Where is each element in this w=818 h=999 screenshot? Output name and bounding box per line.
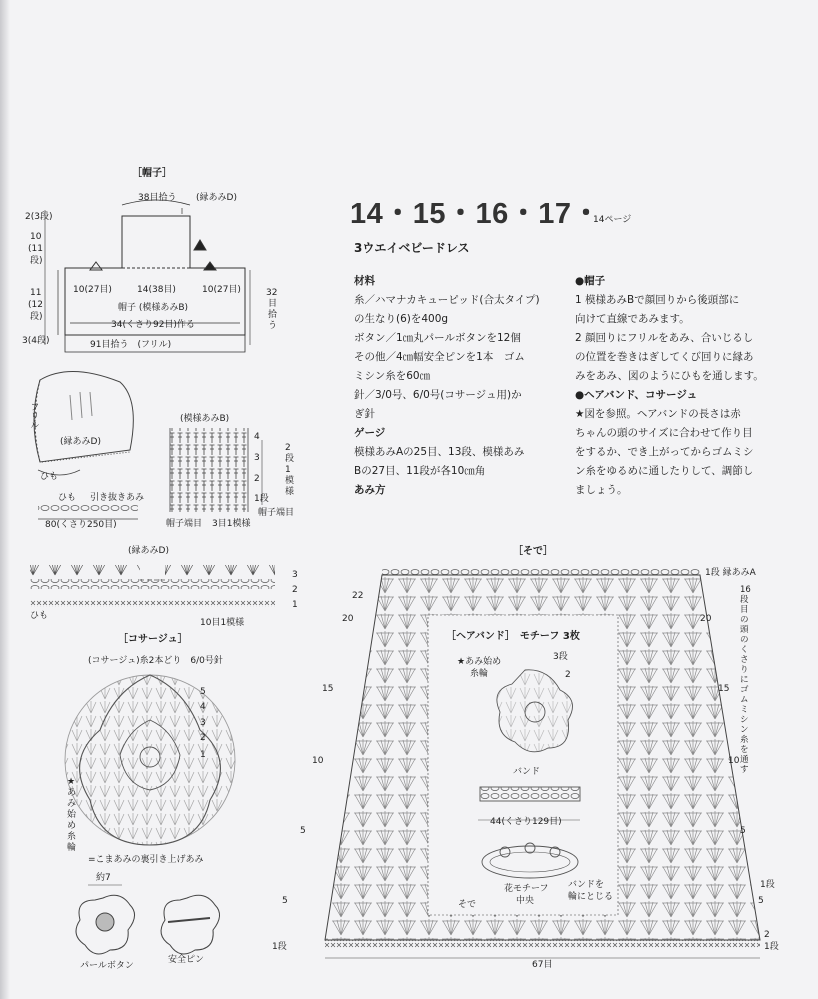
corsage-row: 3: [200, 718, 206, 728]
hairband-join: 輪にとじる: [568, 892, 614, 902]
pattern-b-end-left: 帽子端目: [166, 519, 203, 529]
pattern-b-repeat: 2: [285, 443, 291, 453]
pattern-subtitle: 3ウエイベビードレス: [354, 241, 470, 255]
pattern-b-repeat: 1: [285, 465, 291, 475]
sleeve-inner-label: そで: [458, 900, 477, 910]
edging-d-row: 1: [292, 600, 298, 610]
corsage-row: 1: [200, 750, 206, 760]
band-line: ン糸をゆるめに通したりして、調節し: [575, 465, 754, 477]
pattern-b-row: 4: [254, 432, 260, 442]
pattern-b-end-right: 帽子端目: [258, 508, 295, 518]
band-line: をするか、でき上がってからゴムミシ: [575, 446, 754, 458]
cord-string-label: ひも: [58, 493, 77, 503]
sleeve-side-note: 16段目の頭のくさりにゴムミシン糸を通す: [740, 585, 751, 775]
sleeve-chart: [325, 568, 760, 958]
sleeve-right-row: 1段: [764, 942, 779, 952]
gauge-line: 模様あみAの25目、13段、模様あみ: [354, 446, 525, 458]
pattern-b-repeat: 段: [285, 454, 295, 464]
sleeve-right-row: 2: [764, 930, 770, 940]
edging-d-repeat: 10目1模様: [200, 618, 245, 628]
sleeve-heading: ［そで］: [513, 546, 553, 557]
pattern-b-row: 2: [254, 474, 260, 484]
hat-center-left: 10(27目): [73, 285, 112, 295]
pattern-b-repeat: 模: [285, 476, 295, 486]
edging-d-chart: [30, 565, 275, 607]
gauge-line: Bの27目、11段が各10㎝角: [354, 465, 486, 477]
hairband-start: 糸輪: [470, 669, 489, 679]
corsage-start: 輪: [67, 843, 77, 853]
hat-top-label: 38目拾う: [138, 193, 177, 203]
hairband-start: ★あみ始め: [457, 657, 502, 667]
pattern-b-repeat-stitches: 3目1模様: [212, 519, 251, 529]
sleeve-edge-label: 1段 縁あみA: [705, 568, 756, 578]
corsage-row: 5: [200, 687, 206, 697]
corsage-legend: =こまあみの裏引き上げあみ: [88, 855, 204, 865]
sleeve-left-row: 1段: [272, 942, 287, 952]
hat-dim: 11: [30, 288, 42, 298]
hat-right-label: 32: [266, 288, 278, 298]
materials-line: ぎ針: [354, 408, 375, 420]
corsage-pin-label: 安全ピン: [168, 955, 205, 965]
corsage-start: め: [67, 821, 77, 831]
corsage-flower: [65, 675, 235, 845]
hat-heading: ［帽子］: [132, 168, 172, 179]
corsage-start: あ: [67, 788, 77, 798]
materials-heading: 材料: [354, 275, 375, 287]
sleeve-left-row: 5: [282, 896, 288, 906]
hairband-center: 中央: [516, 896, 535, 906]
hat-bottom-label: 91目拾う (フリル): [90, 340, 172, 350]
corsage-start: 始: [67, 810, 77, 820]
materials-line: その他／4㎝幅安全ピンを1本 ゴム: [354, 351, 525, 363]
hat-dim: (11: [28, 244, 43, 254]
method-heading: あみ方: [354, 484, 386, 496]
hat-dim: 2(3段): [25, 212, 53, 222]
hairband-heading: ［ヘアバンド］ モチーフ 3枚: [446, 631, 580, 642]
materials-column: [354, 272, 564, 500]
pattern-title: 14・15・16・17・: [350, 198, 602, 230]
hairband-center: 花モチーフ: [504, 884, 549, 894]
pattern-b-heading: (模様あみB): [180, 414, 230, 424]
materials-line: 針／3/0号、6/0号(コサージュ用)か: [354, 389, 522, 401]
hood-line: の位置を巻きはぎしてくび回りに縁あ: [575, 351, 754, 363]
materials-line: 糸／ハマナカキューピッド(合太タイプ): [354, 294, 540, 306]
hat-edge-label: (縁あみD): [196, 193, 237, 203]
cord-diagram: [38, 505, 138, 519]
band-line: ★図を参照。ヘアバンドの長さは赤: [575, 408, 741, 420]
gauge-heading: ゲージ: [354, 427, 386, 439]
pattern-b-repeat: 様: [285, 487, 295, 497]
bonnet-frill-label: フリル: [28, 402, 39, 429]
corsage-start: ★: [67, 777, 76, 787]
hat-dim: 3(4段): [22, 336, 50, 346]
band-line: ましょう。: [575, 484, 628, 496]
sleeve-right-row: 1段: [760, 880, 775, 890]
hat-center-right: 10(27目): [202, 285, 241, 295]
materials-line: ミシン糸を60㎝: [354, 370, 431, 382]
hood-heading: ●帽子: [575, 275, 606, 287]
corsage-row: 2: [200, 733, 206, 743]
hat-right-label: 拾: [268, 310, 278, 320]
corsage-pearl-label: パールボタン: [80, 961, 134, 971]
hairband-band-label: バンド: [513, 767, 541, 777]
hairband-length: 44(くさり129目): [490, 817, 562, 827]
hat-dim: 段): [30, 312, 43, 322]
hairband-join: バンドを: [568, 880, 605, 890]
hat-dim: 段): [30, 256, 43, 266]
instructions-column: [575, 272, 805, 500]
pattern-b-row: 3: [254, 453, 260, 463]
hat-pattern-label: 帽子 (模様あみB): [118, 303, 189, 313]
band-line: ちゃんの頭のサイズに合わせて作り目: [575, 427, 753, 439]
materials-line: ボタン／1㎝丸パールボタンを12個: [354, 332, 521, 344]
page-reference: 14ページ: [593, 215, 632, 225]
hat-center-mid: 14(38目): [137, 285, 176, 295]
corsage-size: 約7: [96, 873, 111, 883]
band-heading: ●ヘアバンド、コサージュ: [575, 389, 698, 401]
hat-dim: 10: [30, 232, 42, 242]
sleeve-right-row: 10: [728, 756, 740, 766]
pattern-b-chart: [170, 428, 262, 512]
hat-chain-label: 34(くさり92目)作る: [111, 320, 195, 330]
hat-right-label: 目: [268, 299, 278, 309]
bonnet-edge-label: (縁あみD): [60, 437, 101, 447]
edging-d-string: ひも: [30, 611, 49, 621]
pattern-b-row: 1段: [254, 494, 269, 504]
sleeve-right-row: 5: [740, 826, 746, 836]
cord-slip-label: 引き抜きあみ: [90, 493, 145, 503]
hairband-row: 3段: [553, 652, 568, 662]
sleeve-right-row: 20: [700, 614, 712, 624]
edging-d-row: 2: [292, 585, 298, 595]
edging-d-heading: (縁あみD): [128, 546, 169, 556]
hairband-row: 2: [565, 670, 571, 680]
corsage-start: 糸: [67, 832, 77, 842]
sleeve-right-row: 15: [718, 684, 730, 694]
hat-dim: (12: [28, 300, 43, 310]
bonnet-string-label: ひも: [40, 472, 59, 482]
cord-length-label: 80(くさり250目): [45, 520, 117, 530]
edging-d-row: 3: [292, 570, 298, 580]
sleeve-left-row: 5: [300, 826, 306, 836]
corsage-start: み: [67, 799, 77, 809]
hood-line: 向けて直線であみます。: [575, 313, 690, 325]
corsage-yarn: (コサージュ)糸2本どり 6/0号針: [88, 656, 223, 666]
sleeve-left-row: 22: [352, 591, 364, 601]
sleeve-width-label: 67目: [532, 960, 553, 970]
corsage-finished-sketches: [76, 885, 220, 954]
hood-line: 2 顔回りにフリルをあみ、合いじるし: [575, 332, 754, 344]
materials-line: の生なり(6)を400g: [354, 313, 449, 325]
corsage-heading: ［コサージュ］: [118, 634, 188, 645]
hood-line: 1 模様あみBで顔回りから後頭部に: [575, 294, 740, 306]
sleeve-left-row: 20: [342, 614, 354, 624]
sleeve-left-row: 15: [322, 684, 334, 694]
hat-right-label: う: [268, 321, 278, 331]
hood-line: みをあみ、図のようにひもを通します。: [575, 370, 764, 382]
bonnet-sketch: [34, 371, 133, 475]
sleeve-right-row: 5: [758, 896, 764, 906]
corsage-row: 4: [200, 702, 206, 712]
sleeve-left-row: 10: [312, 756, 324, 766]
